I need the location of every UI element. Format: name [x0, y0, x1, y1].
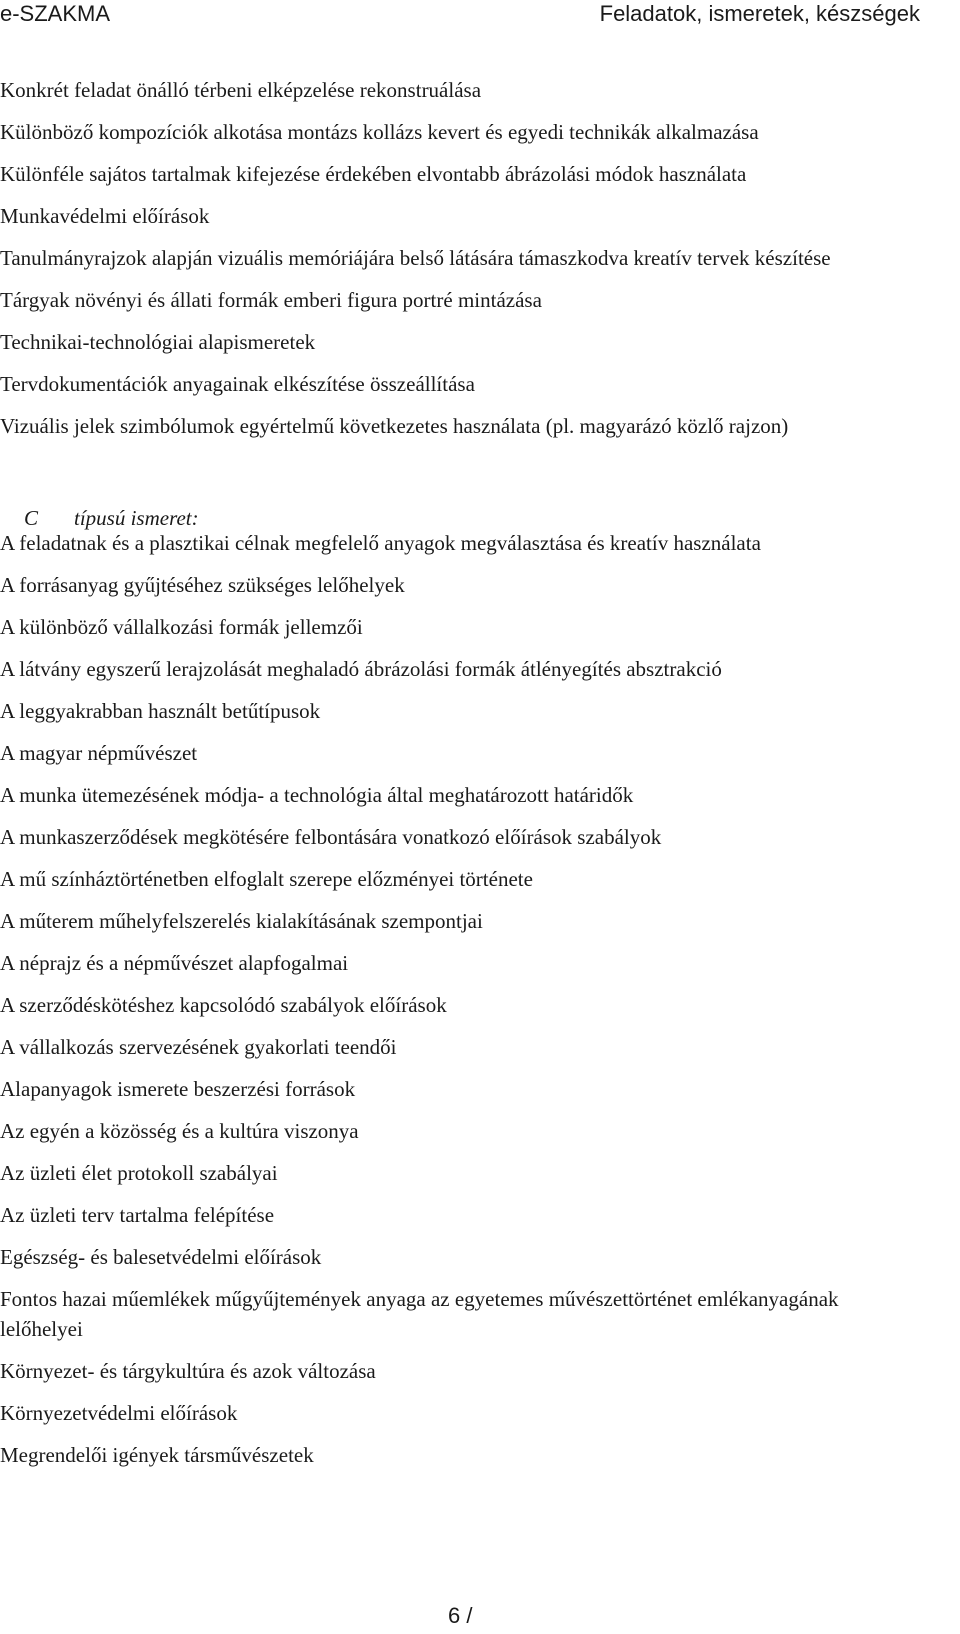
list-item: A látvány egyszerű lerajzolását meghaladó ábrázolási formák átlényegítés absztrakció: [0, 657, 722, 681]
list-item: Fontos hazai műemlékek műgyűjtemények anyaga az egyetemes művészettörténet emlékanyagának lelőhelyei: [0, 1287, 839, 1341]
list-item: A vállalkozás szervezésének gyakorlati teendői: [0, 1035, 397, 1059]
list-item: Technikai-technológiai alapismeretek: [0, 330, 316, 354]
header-section-title: Feladatok, ismeretek, készségek: [599, 1, 920, 26]
page-header: [0, 0, 920, 28]
list-item: A munka ütemezésének módja- a technológia által meghatározott határidők: [0, 783, 634, 807]
list-item: Környezet- és tárgykultúra és azok változása: [0, 1359, 376, 1383]
list-item: Az egyén a közösség és a kultúra viszonya: [0, 1119, 359, 1143]
task-list: [0, 75, 920, 453]
list-item: Vizuális jelek szimbólumok egyértelmű következetes használata (pl. magyarázó közlő rajzon): [0, 414, 789, 438]
list-item: Tervdokumentációk anyagainak elkészítése összeállítása: [0, 372, 475, 396]
list-item: Munkavédelmi előírások: [0, 204, 210, 228]
list-item: Egészség- és balesetvédelmi előírások: [0, 1245, 322, 1269]
page-number: 6 /: [448, 1603, 473, 1628]
list-item: A különböző vállalkozási formák jellemzői: [0, 615, 363, 639]
list-item: Konkrét feladat önálló térbeni elképzelése rekonstruálása: [0, 78, 482, 102]
list-item: A leggyakrabban használt betűtípusok: [0, 699, 321, 723]
list-item: Az üzleti terv tartalma felépítése: [0, 1203, 275, 1227]
knowledge-type-text: típusú ismeret:: [74, 506, 199, 530]
list-item: Különféle sajátos tartalmak kifejezése érdekében elvontabb ábrázolási módok használata: [0, 162, 747, 186]
list-item: Megrendelői igények társművészetek: [0, 1443, 314, 1467]
list-item: A mű színháztörténetben elfoglalt szerepe előzményei története: [0, 867, 533, 891]
list-item: Környezetvédelmi előírások: [0, 1401, 238, 1425]
list-item: A magyar népművészet: [0, 741, 198, 765]
header-brand: e-SZAKMA: [0, 1, 111, 26]
list-item: A műterem műhelyfelszerelés kialakításának szempontjai: [0, 909, 483, 933]
list-item: A forrásanyag gyűjtéséhez szükséges lelőhelyek: [0, 573, 405, 597]
list-item: Tanulmányrajzok alapján vizuális memóriájára belső látására támaszkodva kreatív tervek készítése: [0, 246, 831, 270]
list-item: A néprajz és a népművészet alapfogalmai: [0, 951, 349, 975]
list-item: A munkaszerződések megkötésére felbontására vonatkozó előírások szabályok: [0, 825, 662, 849]
list-item: Különböző kompozíciók alkotása montázs kollázs kevert és egyedi technikák alkalmazása: [0, 120, 759, 144]
list-item: Tárgyak növényi és állati formák emberi figura portré mintázása: [0, 288, 542, 312]
list-item: A feladatnak és a plasztikai célnak megfelelő anyagok megválasztása és kreatív használata: [0, 531, 761, 555]
knowledge-type-letter: C: [24, 506, 39, 530]
knowledge-list: [0, 528, 920, 1482]
list-item: Alapanyagok ismerete beszerzési források: [0, 1077, 356, 1101]
list-item: Az üzleti élet protokoll szabályai: [0, 1161, 278, 1185]
list-item: A szerződéskötéshez kapcsolódó szabályok előírások: [0, 993, 447, 1017]
